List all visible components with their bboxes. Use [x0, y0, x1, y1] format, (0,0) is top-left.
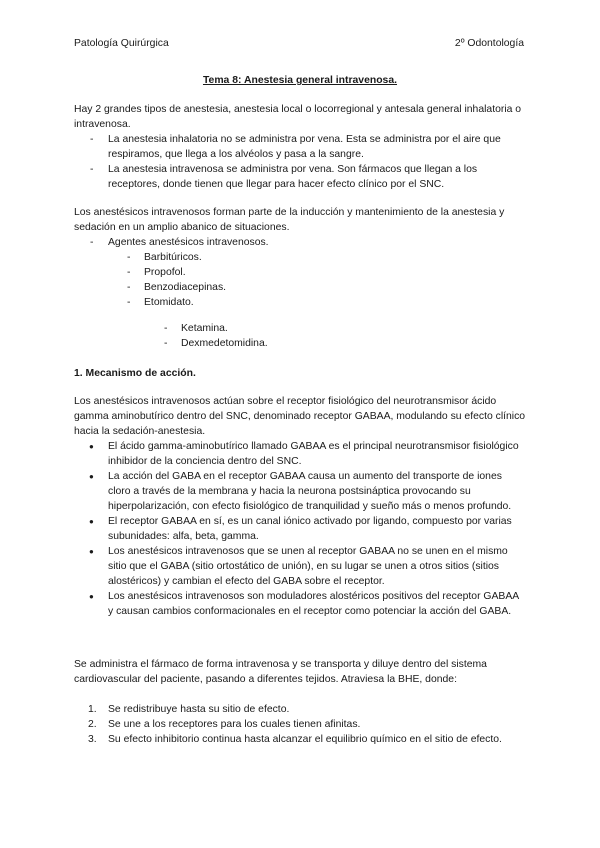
agents-paragraph: Los anestésicos intravenosos forman parte de la inducción y mantenimiento de la anestesia y sedación en un amplio abanico de situaciones. [74, 207, 505, 233]
list-item: - Benzodiacepinas. [74, 280, 526, 295]
agents-sublist-2-block [74, 321, 526, 351]
list-item [74, 717, 526, 732]
list-item [74, 732, 526, 747]
list-item: - Dexmedetomidina. [74, 336, 526, 351]
mechanism-paragraph: Los anestésicos intravenosos actúan sobre el receptor fisiológico del neurotransmisor ácido gamma aminobutírico dentro del SNC, denominado receptor GABAA, modulando su efecto clínico hacia la sedación-anestesia. [74, 396, 526, 437]
list-item: - Agentes anestésicos intravenosos. [74, 235, 526, 250]
list-item: ● Los anestésicos intravenosos que se unen al receptor GABAA no se unen en el mismo sitio que el GABA (sitio ortostático de unión), en su lugar se unen a otros sitios (sitios alostéricos) y cambian el efecto del GABA sobre el receptor. [74, 544, 526, 589]
step-number: 1. [88, 704, 97, 715]
steps-list [74, 702, 526, 747]
list-item: ● El ácido gamma-aminobutírico llamado GABAA es el principal neurotransmisor fisiológico inhibidor de la conciencia dentro del SNC. [74, 439, 526, 469]
list-item: ● La acción del GABA en el receptor GABAA causa un aumento del transporte de iones cloro a través de la membrana y hacia la neurona postsináptica provocando su hiperpolarización, con efecto fisiológico de tranquilidad y sueño más o menos profundo. [74, 469, 526, 514]
step-text: Se une a los receptores para los cuales tienen afinitas. [108, 719, 361, 730]
agents-sublist [74, 250, 526, 310]
agents-sublist-2 [74, 321, 526, 351]
intro-paragraph: Hay 2 grandes tipos de anestesia, anestesia local o locorregional y antesala general inhalatoria o intravenosa. [74, 104, 522, 130]
agents-section [74, 205, 526, 310]
section-heading: 1. Mecanismo de acción. [74, 368, 196, 379]
administration-paragraph: Se administra el fármaco de forma intravenosa y se transporta y diluye dentro del sistema cardiovascular del paciente, pasando a diferentes tejidos. Atraviesa la BHE, donde: [74, 659, 487, 685]
mechanism-section [74, 394, 526, 619]
list-item: - La anestesia inhalatoria no se administra por vena. Esta se administra por el aire que respiramos, que llega a los alvéolos y pasa a la sangre. [74, 132, 526, 162]
step-number: 2. [88, 719, 97, 730]
intro-list [74, 132, 526, 192]
intro-section [74, 102, 526, 192]
header-subject: Patología Quirúrgica [74, 38, 169, 49]
step-text: Su efecto inhibitorio continua hasta alcanzar el equilibrio químico en el sitio de efecto. [108, 734, 502, 745]
administration-paragraph-block [74, 657, 526, 687]
header-course: 2º Odontología [454, 38, 524, 49]
list-item: - Propofol. [74, 265, 526, 280]
step-text: Se redistribuye hasta su sitio de efecto. [108, 704, 290, 715]
list-item [74, 702, 526, 717]
list-item: - La anestesia intravenosa se administra por vena. Son fármacos que llegan a los receptores, donde tienen que llegar para hacer efecto clínico por el SNC. [74, 162, 526, 192]
mechanism-bullets [74, 439, 526, 619]
list-item: - Etomidato. [74, 295, 526, 310]
list-item: - Barbitúricos. [74, 250, 526, 265]
step-number: 3. [88, 734, 97, 745]
list-item: ● Los anestésicos intravenosos son moduladores alostéricos positivos del receptor GABAA y causan cambios conformacionales en el receptor como potenciar la acción del GABA. [74, 589, 526, 619]
list-item: - Ketamina. [74, 321, 526, 336]
list-item: ● El receptor GABAA en sí, es un canal iónico activado por ligando, compuesto por varias subunidades: alfa, beta, gamma. [74, 514, 526, 544]
steps-block [74, 702, 526, 747]
document-title: Tema 8: Anestesia general intravenosa. [202, 75, 398, 86]
agents-list [74, 235, 526, 250]
